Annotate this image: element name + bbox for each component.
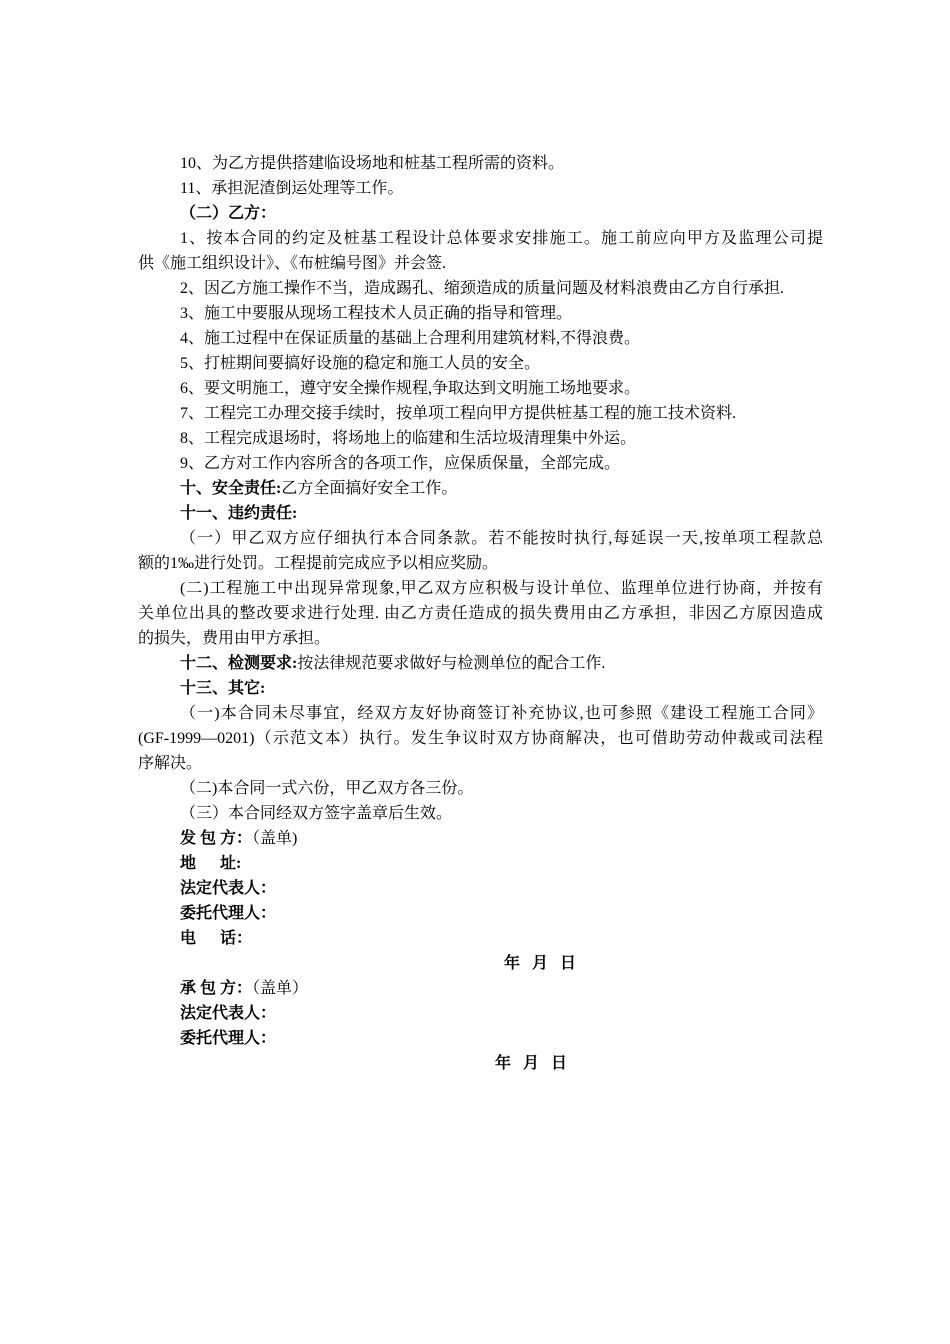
party-b-item-1-line2: 供《施工组织设计》、《布桩编号图》并会签. [138,255,447,272]
party-a-item-11: 11、承担泥渣倒运处理等工作。 [180,180,404,197]
party-b-heading: （二）乙方： [180,205,277,222]
party-a-date: 年 月 日 [504,955,577,972]
party-b-date: 年 月 日 [495,1055,568,1072]
breach-1-line2: 额的1‰进行处罚。工程提前完成应予以相应奖励。 [138,555,499,572]
party-b-item-7: 7、工程完工办理交接手续时，按单项工程向甲方提供桩基工程的施工技术资料. [180,405,737,422]
other-2: （二)本合同一式六份，甲乙双方各三份。 [180,780,474,797]
party-a-stamp: （盖单) [252,830,298,847]
other-3: （三）本合同经双方签字盖章后生效。 [180,805,453,822]
inspect-text: 按法律规范要求做好与检测单位的配合工作. [297,655,606,672]
breach-heading: 十一、违约责任: [180,505,298,522]
safety-text: 乙方全面搞好安全工作。 [281,480,458,497]
breach-2-line2: 关单位出具的整改要求进行处理. 由乙方责任造成的损失费用由乙方承担，非因乙方原因造成 [138,605,823,622]
party-b-sign-line [180,977,308,1001]
safety-clause [180,477,457,501]
other-1-line3: 序解决。 [138,755,203,772]
party-b-legal-rep-label: 法定代表人： [180,1005,277,1022]
party-a-sign-line [180,827,297,851]
inspect-heading: 十二、检测要求: [180,655,298,672]
party-b-stamp: （盖单） [252,980,309,997]
party-a-label: 发 包 方： [180,830,253,847]
breach-1-line1: （一）甲乙双方应仔细执行本合同条款。若不能按时执行,每延误一天,按单项工程款总 [180,530,823,547]
party-a-agent-label: 委托代理人： [180,905,277,922]
party-b-agent-label: 委托代理人： [180,1030,277,1047]
party-a-address-label: 地 址: [180,855,242,872]
safety-heading: 十、安全责任: [180,480,282,497]
party-b-item-9: 9、乙方对工作内容所含的各项工作，应保质保量，全部完成。 [180,455,621,472]
other-1-line1: （一)本合同未尽事宜，经双方友好协商签订补充协议,也可参照《建设工程施工合同》 [180,705,823,722]
party-b-item-4: 4、施工过程中在保证质量的基础上合理利用建筑材料,不得浪费。 [180,330,641,347]
party-b-item-8: 8、工程完成退场时，将场地上的临建和生活垃圾清理集中外运。 [180,430,637,447]
other-heading: 十三、其它: [180,680,266,697]
breach-2-line3: 的损失，费用由甲方承担。 [138,630,331,647]
party-a-item-10: 10、为乙方提供搭建临设场地和桩基工程所需的资料。 [180,155,565,172]
breach-2-line1: (二)工程施工中出现异常现象,甲乙双方应积极与设计单位、监理单位进行协商，并按有 [180,580,823,597]
party-b-item-1-line1: 1、按本合同的约定及桩基工程设计总体要求安排施工。施工前应向甲方及监理公司提 [180,230,823,247]
party-a-legal-rep-label: 法定代表人： [180,880,277,897]
inspect-clause [180,652,605,676]
other-1-line2: (GF-1999—0201)（示范文本）执行。发生争议时双方协商解决，也可借助劳动仲裁或司法程 [138,730,823,747]
party-b-item-6: 6、要文明施工，遵守安全操作规程,争取达到文明施工场地要求。 [180,380,641,397]
party-b-item-5: 5、打桩期间要搞好设施的稳定和施工人员的安全。 [180,355,541,372]
party-b-item-3: 3、施工中要服从现场工程技术人员正确的指导和管理。 [180,305,573,322]
party-a-phone-label: 电 话： [180,930,253,947]
party-b-label: 承 包 方： [180,980,253,997]
party-b-item-2: 2、因乙方施工操作不当，造成踢孔、缩颈造成的质量问题及材料浪费由乙方自行承担. [180,280,785,297]
